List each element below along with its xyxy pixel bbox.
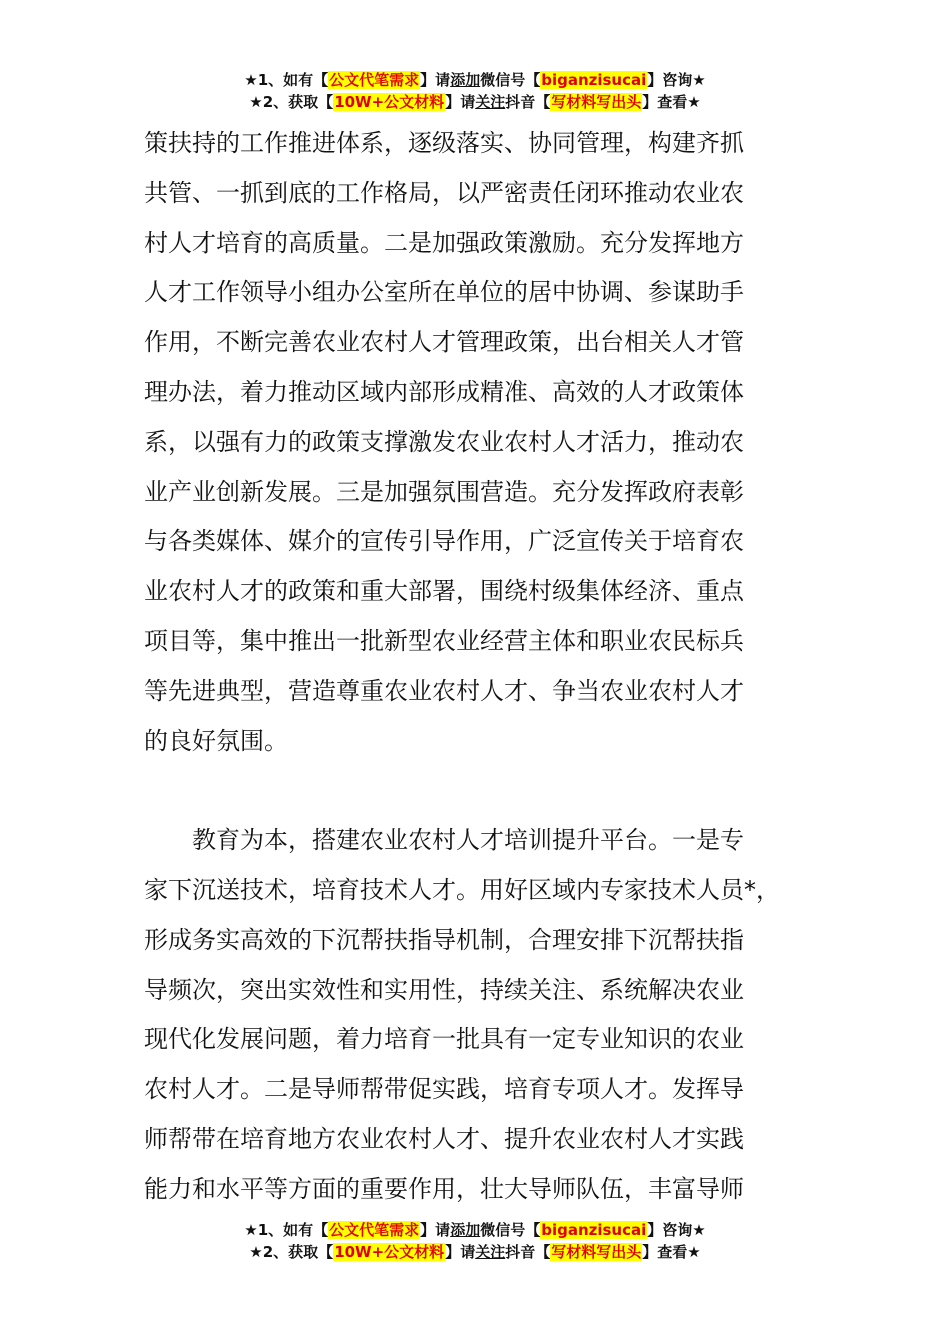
banner-text: 抖音【 xyxy=(505,93,551,111)
highlight-service: 公文代笔需求 xyxy=(329,1221,420,1239)
banner-line-1 xyxy=(0,1219,950,1241)
text-line: 的良好氛围。 xyxy=(144,726,288,755)
highlight-service: 公文代笔需求 xyxy=(329,71,420,89)
highlight-materials: 10W+公文材料 xyxy=(334,93,445,111)
banner-text: 】请 xyxy=(445,93,476,111)
text-line: 农村人才。二是导师帮带促实践，培育专项人才。发挥导 xyxy=(144,1075,744,1104)
text-line: 教育为本，搭建农业农村人才培训提升平台。一是专 xyxy=(144,826,744,855)
text-line: 人才工作领导小组办公室所在单位的居中协调、参谋助手 xyxy=(144,278,744,307)
banner-text: ★2、获取【 xyxy=(249,93,334,111)
text-line: 业产业创新发展。三是加强氛围营造。充分发挥政府表彰 xyxy=(144,477,744,506)
banner-emphasis: 添加 xyxy=(450,71,481,89)
banner-text: 】请 xyxy=(420,1221,451,1239)
text-line: 导频次，突出实效性和实用性，持续关注、系统解决农业 xyxy=(144,975,744,1004)
text-line: 等先进典型，营造尊重农业农村人才、争当农业农村人才 xyxy=(144,676,744,705)
banner-text: 】咨询★ xyxy=(647,71,706,89)
banner-text: ★1、如有【 xyxy=(244,1221,329,1239)
banner-emphasis: 关注 xyxy=(475,1243,506,1261)
highlight-douyin-account: 写材料写出头 xyxy=(551,93,642,111)
highlight-douyin-account: 写材料写出头 xyxy=(551,1243,642,1261)
paragraph-1 xyxy=(144,119,808,766)
text-line: 策扶持的工作推进体系，逐级落实、协同管理，构建齐抓 xyxy=(144,129,744,157)
banner-line-1 xyxy=(0,69,950,91)
banner-text: 】查看★ xyxy=(642,1243,701,1261)
banner-text: ★1、如有【 xyxy=(244,71,329,89)
header-banner xyxy=(0,69,950,113)
banner-text: 】咨询★ xyxy=(647,1221,706,1239)
text-line: 形成务实高效的下沉帮扶指导机制，合理安排下沉帮扶指 xyxy=(144,925,744,954)
text-line: 项目等，集中推出一批新型农业经营主体和职业农民标兵 xyxy=(144,626,744,655)
banner-text: 】查看★ xyxy=(642,93,701,111)
text-line: 师帮带在培育地方农业农村人才、提升农业农村人才实践 xyxy=(144,1124,744,1153)
text-line: 现代化发展问题，着力培育一批具有一定专业知识的农业 xyxy=(144,1025,744,1054)
banner-text: 抖音【 xyxy=(505,1243,551,1261)
text-line: 业农村人才的政策和重大部署，围绕村级集体经济、重点 xyxy=(144,577,744,606)
text-line: 作用，不断完善农业农村人才管理政策，出台相关人才管 xyxy=(144,328,744,357)
text-line: 共管、一抓到底的工作格局，以严密责任闭环推动农业农 xyxy=(144,178,744,207)
highlight-wechat-id: biganzisucai xyxy=(541,1221,647,1239)
text-line: 村人才培育的高质量。二是加强政策激励。充分发挥地方 xyxy=(144,228,744,257)
text-line: 家下沉送技术，培育技术人才。用好区域内专家技术人员*， xyxy=(144,875,780,904)
banner-text: 】请 xyxy=(420,71,451,89)
banner-emphasis: 添加 xyxy=(450,1221,481,1239)
text-line: 系，以强有力的政策支撑激发农业农村人才活力，推动农 xyxy=(144,427,744,456)
banner-text: 】请 xyxy=(445,1243,476,1261)
text-line: 与各类媒体、媒介的宣传引导作用，广泛宣传关于培育农 xyxy=(144,527,744,556)
banner-emphasis: 关注 xyxy=(475,93,506,111)
banner-text: ★2、获取【 xyxy=(249,1243,334,1261)
banner-text: 微信号【 xyxy=(480,71,541,89)
banner-text: 微信号【 xyxy=(480,1221,541,1239)
paragraph-spacer xyxy=(144,766,808,816)
document-body xyxy=(144,119,808,1215)
footer-banner xyxy=(0,1219,950,1263)
text-line: 理办法，着力推动区域内部形成精准、高效的人才政策体 xyxy=(144,377,744,406)
highlight-materials: 10W+公文材料 xyxy=(334,1243,445,1261)
banner-line-2 xyxy=(0,91,950,113)
highlight-wechat-id: biganzisucai xyxy=(541,71,647,89)
text-line: 能力和水平等方面的重要作用，壮大导师队伍，丰富导师 xyxy=(144,1174,744,1203)
banner-line-2 xyxy=(0,1241,950,1263)
paragraph-2 xyxy=(144,816,808,1214)
